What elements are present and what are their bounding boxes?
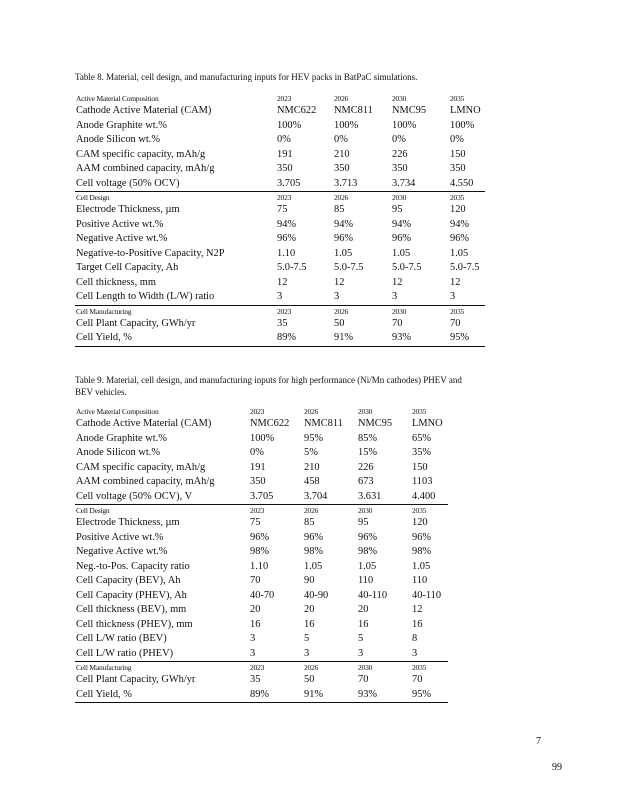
table-cell: 458 <box>304 476 320 487</box>
table-row <box>75 516 448 531</box>
table-cell: 40-110 <box>358 589 388 601</box>
table-cell: 91% <box>304 688 358 703</box>
year-header: 2023 <box>250 506 265 515</box>
page-number: 7 <box>536 736 541 747</box>
row-label: Cell Yield, % <box>75 331 277 346</box>
table-cell: 35% <box>412 447 432 458</box>
table-cell: 150 <box>412 461 428 473</box>
row-label: Neg.-to-Pos. Capacity ratio <box>76 560 190 572</box>
table-cell: 20 <box>304 604 315 615</box>
table-cell: 12 <box>412 604 423 615</box>
table-cell: 226 <box>358 461 374 473</box>
year-header: 2035 <box>412 663 427 672</box>
table-cell: 673 <box>358 476 374 487</box>
table-row <box>75 545 448 560</box>
table-cell: NMC811 <box>304 418 343 429</box>
table-cell: LMNO <box>412 418 443 429</box>
year-header: 2023 <box>277 193 292 202</box>
table-cell: 12 <box>392 276 403 288</box>
table-cell: 16 <box>358 618 369 630</box>
table-cell: 16 <box>304 618 315 630</box>
table-row <box>75 232 485 247</box>
row-label: AAM combined capacity, mAh/g <box>76 476 215 487</box>
section-header-row <box>75 662 448 674</box>
row-label: CAM specific capacity, mAh/g <box>76 148 206 160</box>
table-row <box>75 162 485 177</box>
table-cell: 150 <box>450 148 466 160</box>
table-row <box>75 490 448 505</box>
table-cell: 40-70 <box>250 589 275 601</box>
table-cell: 0% <box>392 134 406 145</box>
table-cell: 3.734 <box>392 177 450 192</box>
table-cell: 5.0-7.5 <box>277 262 307 273</box>
row-label: Cell Plant Capacity, GWh/yr <box>76 317 196 329</box>
table-cell: 96% <box>392 233 412 244</box>
table-cell: 95% <box>412 688 448 703</box>
table-cell: 210 <box>334 148 350 160</box>
table-cell: 98% <box>304 546 324 557</box>
row-label: CAM specific capacity, mAh/g <box>76 461 206 473</box>
table-cell: 100% <box>334 119 359 131</box>
table-row <box>75 673 448 688</box>
year-header: 2035 <box>412 407 427 416</box>
row-label: Cathode Active Material (CAM) <box>76 418 212 429</box>
row-label: AAM combined capacity, mAh/g <box>76 163 215 174</box>
table-cell: 3 <box>250 633 256 644</box>
year-header: 2023 <box>277 94 292 103</box>
year-header: 2030 <box>358 407 373 416</box>
year-header: 2023 <box>250 663 265 672</box>
table-cell: 98% <box>250 546 270 557</box>
row-label: Anode Silicon wt.% <box>76 134 160 145</box>
table-cell: 5% <box>304 447 318 458</box>
table-cell: 3 <box>450 290 485 305</box>
table-row <box>75 218 485 233</box>
table-cell: 65% <box>412 432 432 444</box>
table-cell: 120 <box>412 517 428 528</box>
table-cell: 5 <box>358 633 364 644</box>
table-cell: 210 <box>304 461 320 473</box>
table-cell: 3.705 <box>250 490 304 505</box>
section-title: Cell Design <box>76 193 110 202</box>
table-cell: 350 <box>277 163 293 174</box>
table-row <box>75 148 485 163</box>
table-cell: 1.10 <box>250 560 269 572</box>
table-cell: 96% <box>450 233 470 244</box>
section-title: Cell Design <box>76 506 110 515</box>
year-header: 2030 <box>392 306 407 316</box>
table-cell: 85 <box>334 204 345 215</box>
table-cell: 350 <box>392 163 408 174</box>
table-cell: 98% <box>412 546 432 557</box>
table-cell: 70 <box>392 317 403 329</box>
row-label: Cell Yield, % <box>75 688 250 703</box>
year-header: 2026 <box>304 663 319 672</box>
table-8-caption: Table 8. Material, cell design, and manufacturing inputs for HEV packs in BatPaC simulations. <box>75 72 418 82</box>
table-cell: 350 <box>334 163 350 174</box>
table-cell: 70 <box>412 674 423 685</box>
row-label: Anode Graphite wt.% <box>76 119 167 131</box>
table-cell: 94% <box>334 218 354 230</box>
table-cell: 3 <box>358 647 412 662</box>
year-header: 2026 <box>334 94 349 103</box>
table-cell: 191 <box>277 148 293 160</box>
table-cell: 20 <box>358 604 369 615</box>
table-cell: 1.05 <box>450 247 469 259</box>
table-cell: 85 <box>304 517 315 528</box>
table-cell: 96% <box>250 531 270 543</box>
section-title: Cell Manufacturing <box>76 663 132 672</box>
table-cell: NMC95 <box>392 105 427 116</box>
table-row <box>75 446 448 461</box>
row-label: Negative Active wt.% <box>76 233 168 244</box>
table-row <box>75 603 448 618</box>
table-row <box>75 432 448 447</box>
table-cell: 1.05 <box>412 560 431 572</box>
table-cell: 100% <box>450 119 475 131</box>
table-cell: 16 <box>250 618 261 630</box>
table-cell: 40-90 <box>304 589 329 601</box>
table-cell: 50 <box>304 674 315 685</box>
table-cell: 94% <box>450 218 470 230</box>
table-cell: 3.705 <box>277 177 334 192</box>
table-row <box>75 331 485 346</box>
row-label: Positive Active wt.% <box>76 531 164 543</box>
table-cell: 95 <box>392 204 403 215</box>
table-cell: 75 <box>250 517 261 528</box>
year-header: 2030 <box>358 663 373 672</box>
section-header-row <box>75 93 485 104</box>
table-cell: 35 <box>277 317 288 329</box>
table-row <box>75 461 448 476</box>
row-label: Cell thickness (BEV), mm <box>76 604 187 615</box>
section-title: Cell Manufacturing <box>76 306 132 316</box>
table-cell: 12 <box>334 276 345 288</box>
table-cell: 70 <box>450 317 461 329</box>
row-label: Electrode Thickness, µm <box>76 204 180 215</box>
table-9-caption-line-2: BEV vehicles. <box>75 387 127 397</box>
table-cell: 90 <box>304 575 315 586</box>
table-cell: 8 <box>412 633 418 644</box>
table-row <box>75 261 485 276</box>
row-label: Negative-to-Positive Capacity, N2P <box>76 247 225 259</box>
table-row <box>75 276 485 291</box>
table-cell: NMC95 <box>358 418 393 429</box>
row-label: Cell voltage (50% OCV) <box>75 177 277 192</box>
table-cell: 12 <box>277 276 288 288</box>
table-row <box>75 574 448 589</box>
table-cell: 96% <box>304 531 324 543</box>
table-row <box>75 104 485 119</box>
year-header: 2035 <box>450 306 465 316</box>
table-row <box>75 688 448 703</box>
table-cell: 3 <box>412 647 448 662</box>
row-label: Cathode Active Material (CAM) <box>76 105 212 116</box>
table-cell: 75 <box>277 204 288 215</box>
table-cell: 1.10 <box>277 247 296 259</box>
table-row <box>75 133 485 148</box>
row-label: Cell L/W ratio (BEV) <box>76 633 167 644</box>
section-header-row <box>75 192 485 204</box>
table-cell: 4.550 <box>450 177 485 192</box>
table-cell: 96% <box>358 531 378 543</box>
section-title: Active Material Composition <box>76 94 159 103</box>
table-cell: 0% <box>250 447 264 458</box>
row-label: Negative Active wt.% <box>76 546 168 557</box>
table-cell: 0% <box>450 134 464 145</box>
year-header: 2023 <box>277 306 292 316</box>
table-cell: NMC811 <box>334 105 373 116</box>
table-cell: 70 <box>250 575 261 586</box>
year-header: 2023 <box>250 407 265 416</box>
table-cell: 96% <box>277 233 297 244</box>
table-cell: 5 <box>304 633 310 644</box>
table-cell: 1.05 <box>334 247 353 259</box>
row-label: Cell thickness (PHEV), mm <box>76 618 193 630</box>
year-header: 2035 <box>412 506 427 515</box>
row-label: Target Cell Capacity, Ah <box>76 262 179 273</box>
table-row <box>75 247 485 262</box>
table-cell: 95% <box>304 432 324 444</box>
table-cell: 70 <box>358 674 369 685</box>
row-label: Cell Length to Width (L/W) ratio <box>75 290 277 305</box>
table-cell: 110 <box>412 575 428 586</box>
table-9-caption-line-1: Table 9. Material, cell design, and manufacturing inputs for high performance (Ni/Mn cathodes) PHEV and <box>75 375 462 385</box>
table-cell: 1103 <box>412 476 433 487</box>
table-cell: 40-110 <box>412 589 442 601</box>
year-header: 2030 <box>392 94 407 103</box>
section-header-row <box>75 505 448 517</box>
table-cell: 1.05 <box>358 560 377 572</box>
row-label: Cell Plant Capacity, GWh/yr <box>76 674 196 685</box>
table-cell: NMC622 <box>250 418 290 429</box>
row-label: Cell L/W ratio (PHEV) <box>75 647 250 662</box>
table-row <box>75 290 485 305</box>
table-cell: 4.400 <box>412 490 448 505</box>
table-cell: 95 <box>358 517 369 528</box>
section-header-row <box>75 406 448 417</box>
table-cell: 100% <box>250 432 275 444</box>
year-header: 2035 <box>450 193 465 202</box>
row-label: Electrode Thickness, µm <box>76 517 180 528</box>
year-header: 2026 <box>334 306 349 316</box>
table-row <box>75 417 448 432</box>
table-cell: 20 <box>250 604 261 615</box>
table-cell: 95% <box>450 331 485 346</box>
row-label: Cell Capacity (BEV), Ah <box>76 575 181 586</box>
table-cell: 96% <box>412 531 432 543</box>
table-row <box>75 560 448 575</box>
table-cell: 50 <box>334 317 345 329</box>
table-cell: 5.0-7.5 <box>334 262 364 273</box>
table-cell: 3.713 <box>334 177 392 192</box>
table-cell: 3 <box>304 647 358 662</box>
section-header-row <box>75 305 485 317</box>
table-row <box>75 203 485 218</box>
table-cell: 98% <box>358 546 378 557</box>
year-header: 2030 <box>358 506 373 515</box>
table-cell: 96% <box>334 233 354 244</box>
table-cell: 1.05 <box>392 247 411 259</box>
table-cell: 16 <box>412 618 423 630</box>
table-cell: NMC622 <box>277 105 317 116</box>
table-cell: 100% <box>392 119 417 131</box>
table-cell: 91% <box>334 331 392 346</box>
table-cell: 3.631 <box>358 490 412 505</box>
row-label: Positive Active wt.% <box>76 218 164 230</box>
table-cell: 93% <box>358 688 412 703</box>
table-row <box>75 531 448 546</box>
year-header: 2026 <box>304 407 319 416</box>
table-cell: 3 <box>392 290 450 305</box>
table-cell: 120 <box>450 204 466 215</box>
table-cell: 94% <box>277 218 297 230</box>
row-label: Cell thickness, mm <box>76 276 156 288</box>
table-cell: 1.05 <box>304 560 323 572</box>
table-cell: 12 <box>450 276 461 288</box>
row-label: Cell voltage (50% OCV), V <box>75 490 250 505</box>
table-row <box>75 632 448 647</box>
table-cell: 191 <box>250 461 266 473</box>
table-row <box>75 475 448 490</box>
table-cell: 93% <box>392 331 450 346</box>
table-row <box>75 119 485 134</box>
table-row <box>75 317 485 332</box>
table-cell: 100% <box>277 119 302 131</box>
table-cell: 3 <box>277 290 334 305</box>
row-label: Cell Capacity (PHEV), Ah <box>76 589 187 601</box>
table-row <box>75 618 448 633</box>
table-cell: 350 <box>450 163 466 174</box>
table-cell: 5.0-7.5 <box>450 262 480 273</box>
table-cell: 3 <box>250 647 304 662</box>
table-cell: 110 <box>358 575 374 586</box>
table-8 <box>75 93 485 347</box>
section-title: Active Material Composition <box>76 407 159 416</box>
table-cell: 3 <box>334 290 392 305</box>
table-cell: 85% <box>358 432 378 444</box>
table-cell: 350 <box>250 476 266 487</box>
table-row <box>75 647 448 662</box>
year-header: 2035 <box>450 94 465 103</box>
table-cell: 89% <box>277 331 334 346</box>
table-cell: 226 <box>392 148 408 160</box>
year-header: 2026 <box>334 193 349 202</box>
document-stamp-number: 99 <box>552 762 562 773</box>
table-cell: LMNO <box>450 105 481 116</box>
table-cell: 0% <box>277 134 291 145</box>
year-header: 2026 <box>304 506 319 515</box>
row-label: Anode Graphite wt.% <box>76 432 167 444</box>
table-cell: 5.0-7.5 <box>392 262 422 273</box>
table-cell: 89% <box>250 688 304 703</box>
table-cell: 15% <box>358 447 378 458</box>
year-header: 2030 <box>392 193 407 202</box>
row-label: Anode Silicon wt.% <box>76 447 160 458</box>
table-cell: 35 <box>250 674 261 685</box>
table-9 <box>75 406 448 703</box>
table-cell: 0% <box>334 134 348 145</box>
table-cell: 94% <box>392 218 412 230</box>
table-row <box>75 177 485 192</box>
table-row <box>75 589 448 604</box>
table-cell: 3.704 <box>304 490 358 505</box>
